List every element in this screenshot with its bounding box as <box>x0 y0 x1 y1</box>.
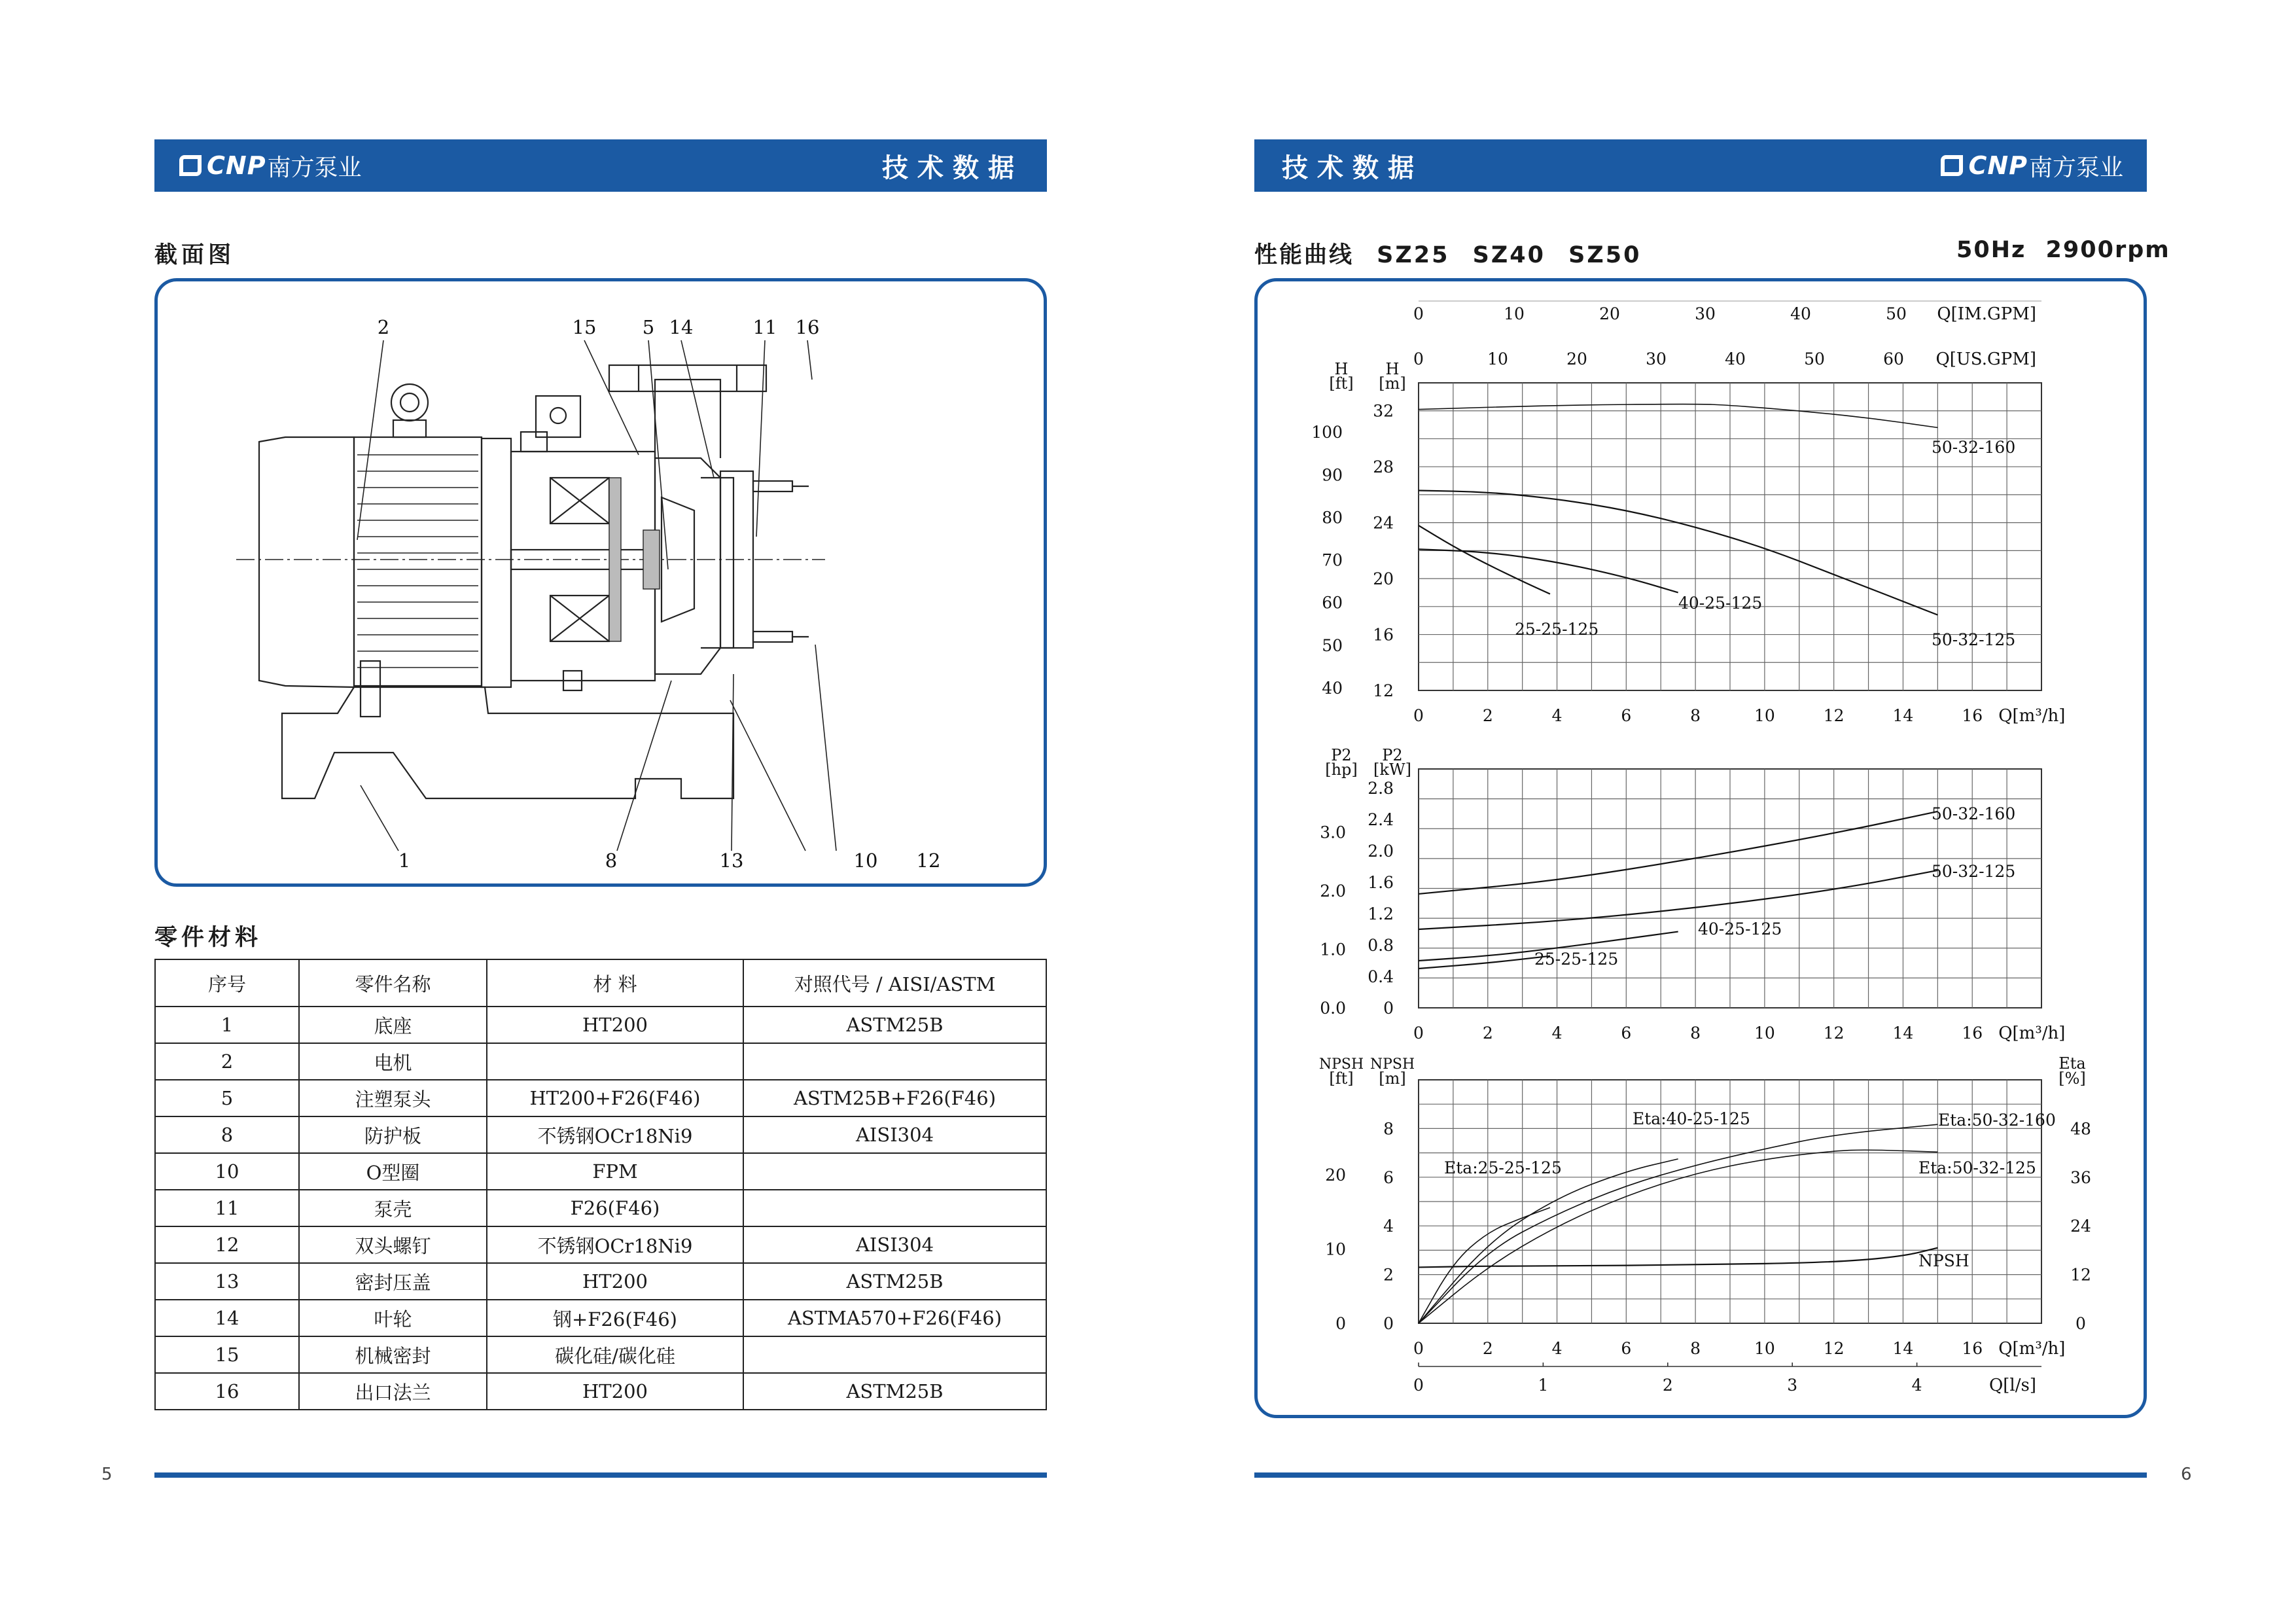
h-ft-tick: 60 <box>1322 593 1343 613</box>
h-curve-50-32-160 <box>1419 404 1937 428</box>
p2-kw-label: P2 <box>1382 746 1403 764</box>
ls-tick: 1 <box>1538 1376 1549 1395</box>
p2-curve-label: 50-32-125 <box>1932 862 2016 881</box>
brand-latin: CNP <box>207 151 266 180</box>
lifting-eye <box>391 384 428 421</box>
ls-tick: 2 <box>1662 1376 1673 1395</box>
cell: 防护板 <box>299 1116 487 1153</box>
q-tick: 6 <box>1621 706 1632 725</box>
cell: HT200 <box>487 1373 743 1410</box>
h-m-tick: 28 <box>1373 457 1394 477</box>
npsh-ft-tick: 10 <box>1325 1240 1346 1259</box>
p2-kw-tick: 0.8 <box>1368 935 1394 955</box>
left-footer-line <box>154 1472 1047 1478</box>
q-tick: 6 <box>1621 1024 1632 1043</box>
h-curve-40-25-125 <box>1419 549 1678 592</box>
p2-kw-tick: 0.4 <box>1368 967 1394 986</box>
eta-curve-label: Eta:50-32-125 <box>1918 1158 2036 1177</box>
ls-tick: 4 <box>1911 1376 1922 1395</box>
table-row <box>155 1153 1046 1190</box>
page-number-right: 6 <box>2181 1465 2192 1484</box>
eta-tick: 12 <box>2070 1265 2091 1285</box>
eta-tick: 0 <box>2075 1314 2086 1333</box>
p2-hp-tick: 1.0 <box>1320 940 1346 959</box>
p2-hp-tick: 3.0 <box>1320 823 1346 842</box>
motor-cooling-fins <box>357 455 478 668</box>
eta-tick: 48 <box>2070 1119 2091 1139</box>
npsh-curve-label: NPSH <box>1918 1251 1969 1270</box>
h-ft-tick: 70 <box>1322 550 1343 570</box>
us-gpm-axis-label: Q[US.GPM] <box>1935 349 2036 369</box>
p2-curve-label: 50-32-160 <box>1932 804 2016 823</box>
cell: 泵壳 <box>299 1190 487 1226</box>
table-row <box>155 1336 1046 1373</box>
cell: AISI304 <box>743 1226 1046 1263</box>
cnp-logo-mark-icon <box>1941 155 1963 176</box>
p2-curve-25-25-125 <box>1419 956 1550 969</box>
p2-hp-unit: [hp] <box>1325 760 1358 779</box>
npsh-m-tick: 4 <box>1383 1217 1394 1236</box>
h-curve-label: 50-32-160 <box>1932 438 2016 457</box>
cell: 双头螺钉 <box>299 1226 487 1263</box>
eta-curve-Eta:50-32-160 <box>1419 1124 1937 1323</box>
p2-curve-50-32-160 <box>1419 812 1937 894</box>
h-m-tick: 24 <box>1373 513 1394 533</box>
cell: 2 <box>155 1043 299 1080</box>
npsh-m-unit: [m] <box>1379 1069 1406 1088</box>
table-row <box>155 1226 1046 1263</box>
callout-13: 13 <box>719 849 744 872</box>
q-tick: 6 <box>1621 1339 1632 1358</box>
q-tick: 4 <box>1551 1024 1563 1043</box>
q-axis-label: Q[m³/h] <box>1998 706 2066 726</box>
cell: 13 <box>155 1263 299 1300</box>
callout-1: 1 <box>398 849 411 872</box>
brand-chinese: 南方泵业 <box>2028 154 2123 181</box>
q-axis-label: Q[m³/h] <box>1998 1024 2066 1043</box>
page-number-left: 5 <box>101 1465 113 1484</box>
callout-16: 16 <box>795 316 820 338</box>
p2-hp-tick: 0.0 <box>1320 999 1346 1018</box>
pump-casing <box>655 458 720 674</box>
performance-curves-frame <box>1254 278 2147 1418</box>
q-tick: 4 <box>1551 706 1563 725</box>
callout-12: 12 <box>916 849 941 872</box>
cell <box>743 1153 1046 1190</box>
npsh-m-tick: 0 <box>1383 1314 1394 1333</box>
right-footer-line <box>1254 1472 2147 1478</box>
parts-materials-table <box>154 959 1047 1410</box>
h-m-tick: 12 <box>1373 681 1394 700</box>
h-ft-tick: 80 <box>1322 508 1343 527</box>
cell: ASTMA570+F26(F46) <box>743 1300 1046 1336</box>
cell: 不锈钢OCr18Ni9 <box>487 1226 743 1263</box>
bearing-bracket <box>511 452 655 681</box>
q-tick: 8 <box>1690 706 1701 725</box>
p2-kw-tick: 2.8 <box>1368 778 1394 798</box>
cell: 11 <box>155 1190 299 1226</box>
ls-tick: 3 <box>1787 1376 1798 1395</box>
table-row <box>155 1043 1046 1080</box>
npsh-m-tick: 8 <box>1383 1119 1394 1139</box>
npsh-ft-tick: 20 <box>1325 1166 1346 1185</box>
callout-11: 11 <box>752 316 777 338</box>
cnp-logo <box>1941 149 2123 183</box>
q-tick: 8 <box>1690 1024 1701 1043</box>
cnp-logo <box>179 149 362 183</box>
q-tick: 10 <box>1754 706 1775 725</box>
h-m-unit: [m] <box>1379 374 1406 393</box>
us-gpm-tick: 60 <box>1883 349 1904 368</box>
cell <box>743 1336 1046 1373</box>
eta-tick: 36 <box>2070 1168 2091 1187</box>
h-ft-unit: [ft] <box>1329 374 1354 393</box>
callout-14: 14 <box>669 316 694 338</box>
cell: 1 <box>155 1007 299 1043</box>
h-ft-tick: 90 <box>1322 465 1343 485</box>
left-header-bar <box>154 139 1047 192</box>
q-tick: 8 <box>1690 1339 1701 1358</box>
im-gpm-tick: 30 <box>1695 304 1716 323</box>
table-row <box>155 1190 1046 1226</box>
brand-chinese: 南方泵业 <box>267 154 362 181</box>
cell: 注塑泵头 <box>299 1080 487 1116</box>
cell: ASTM25B <box>743 1007 1046 1043</box>
callout-8: 8 <box>605 849 618 872</box>
q-tick: 12 <box>1823 1339 1845 1358</box>
q-tick: 16 <box>1962 1339 1983 1358</box>
table-row <box>155 1263 1046 1300</box>
p2-curve-label: 25-25-125 <box>1534 950 1619 969</box>
h-ft-tick: 50 <box>1322 635 1343 655</box>
im-gpm-tick: 0 <box>1413 304 1424 323</box>
p2-curve-label: 40-25-125 <box>1698 919 1782 938</box>
h-ft-tick: 100 <box>1311 423 1343 442</box>
h-m-tick: 20 <box>1373 569 1394 589</box>
cell: 底座 <box>299 1007 487 1043</box>
h-curve-label: 50-32-125 <box>1932 630 2016 649</box>
im-gpm-tick: 40 <box>1790 304 1811 323</box>
table-row <box>155 1373 1046 1410</box>
speed-spec: 50Hz 2900rpm <box>1956 237 2170 263</box>
npsh-ft-label: NPSH <box>1318 1056 1364 1073</box>
callout-2: 2 <box>377 316 390 338</box>
header-title: 技术数据 <box>882 152 1023 183</box>
cell: 机械密封 <box>299 1336 487 1373</box>
us-gpm-tick: 30 <box>1646 349 1667 368</box>
q-tick: 2 <box>1482 1339 1493 1358</box>
cell: AISI304 <box>743 1116 1046 1153</box>
q-tick: 12 <box>1823 1024 1845 1043</box>
cell: 16 <box>155 1373 299 1410</box>
cell: HT200 <box>487 1263 743 1300</box>
q-tick: 2 <box>1482 706 1493 725</box>
col-material: 材 料 <box>487 959 743 1007</box>
p2-kw-tick: 1.2 <box>1368 904 1394 923</box>
cross-section-drawing <box>158 281 1044 883</box>
table-row <box>155 1080 1046 1116</box>
cell: 钢+F26(F46) <box>487 1300 743 1336</box>
eta-tick: 24 <box>2070 1217 2091 1236</box>
h-m-tick: 32 <box>1373 401 1394 421</box>
cell: 5 <box>155 1080 299 1116</box>
im-gpm-tick: 20 <box>1599 304 1620 323</box>
q-tick: 4 <box>1551 1339 1563 1358</box>
p2-kw-tick: 1.6 <box>1368 872 1394 892</box>
p2-hp-tick: 2.0 <box>1320 881 1346 901</box>
ls-axis-label: Q[l/s] <box>1988 1376 2036 1395</box>
h-ft-tick: 40 <box>1322 678 1343 698</box>
cell <box>743 1043 1046 1080</box>
table-header-row <box>155 959 1046 1007</box>
im-gpm-axis-label: Q[IM.GPM] <box>1937 304 2036 324</box>
npsh-m-tick: 2 <box>1383 1265 1394 1285</box>
p2-curve-50-32-125 <box>1419 870 1937 929</box>
q-tick: 2 <box>1482 1024 1493 1043</box>
callout-15: 15 <box>572 316 597 338</box>
q-tick: 16 <box>1962 1024 1983 1043</box>
motor-body <box>354 437 482 686</box>
h-curve-label: 25-25-125 <box>1515 620 1599 639</box>
table-row <box>155 1007 1046 1043</box>
cross-section-frame <box>154 278 1047 887</box>
cell <box>487 1043 743 1080</box>
h-curve-25-25-125 <box>1419 526 1550 594</box>
cell: 密封压盖 <box>299 1263 487 1300</box>
callout-10: 10 <box>853 849 878 872</box>
q-tick: 10 <box>1754 1339 1775 1358</box>
cell: 14 <box>155 1300 299 1336</box>
col-no: 序号 <box>155 959 299 1007</box>
npsh-m-label: NPSH <box>1369 1056 1415 1073</box>
eta-curve-label: Eta:25-25-125 <box>1444 1158 1562 1177</box>
cell: FPM <box>487 1153 743 1190</box>
cell: O型圈 <box>299 1153 487 1190</box>
right-header-bar <box>1254 139 2147 192</box>
us-gpm-tick: 50 <box>1804 349 1825 368</box>
cell: 15 <box>155 1336 299 1373</box>
motor-fan-cover <box>259 437 354 687</box>
cell: 12 <box>155 1226 299 1263</box>
q-axis-label: Q[m³/h] <box>1998 1339 2066 1359</box>
us-gpm-tick: 10 <box>1487 349 1508 368</box>
cell: 出口法兰 <box>299 1373 487 1410</box>
cell: HT200 <box>487 1007 743 1043</box>
cell: 叶轮 <box>299 1300 487 1336</box>
callout-5: 5 <box>642 316 655 338</box>
terminal-box <box>536 396 580 437</box>
performance-curves <box>1258 281 2144 1415</box>
eta-curve-label: Eta:50-32-160 <box>1938 1111 2056 1130</box>
header-title: 技术数据 <box>1282 152 1423 183</box>
eta-unit: [%] <box>2058 1069 2086 1088</box>
im-gpm-tick: 10 <box>1504 304 1525 323</box>
cell: F26(F46) <box>487 1190 743 1226</box>
us-gpm-tick: 0 <box>1413 349 1424 368</box>
us-gpm-tick: 40 <box>1725 349 1746 368</box>
npsh-ft-unit: [ft] <box>1329 1069 1354 1088</box>
cell: ASTM25B <box>743 1373 1046 1410</box>
cell <box>743 1190 1046 1226</box>
cell: HT200+F26(F46) <box>487 1080 743 1116</box>
cell: 10 <box>155 1153 299 1190</box>
eta-curve-label: Eta:40-25-125 <box>1633 1109 1750 1128</box>
section-title-cross-section: 截面图 <box>154 242 236 268</box>
us-gpm-tick: 20 <box>1566 349 1587 368</box>
brand-latin: CNP <box>1968 151 2028 180</box>
im-gpm-tick: 50 <box>1886 304 1907 323</box>
cell: 8 <box>155 1116 299 1153</box>
q-tick: 14 <box>1892 706 1914 725</box>
p2-kw-tick: 2.4 <box>1368 810 1394 829</box>
p2-hp-label: P2 <box>1331 746 1352 764</box>
q-tick: 16 <box>1962 706 1983 725</box>
q-tick: 0 <box>1413 706 1424 725</box>
h-curve-label: 40-25-125 <box>1678 594 1763 613</box>
h-m-tick: 16 <box>1373 625 1394 645</box>
table-row <box>155 1116 1046 1153</box>
col-part-name: 零件名称 <box>299 959 487 1007</box>
q-tick: 10 <box>1754 1024 1775 1043</box>
col-standard: 对照代号 / AISI/ASTM <box>743 959 1046 1007</box>
npsh-curve <box>1419 1248 1937 1268</box>
npsh-ft-tick: 0 <box>1335 1314 1346 1333</box>
eta-label: Eta <box>2058 1054 2086 1073</box>
p2-kw-unit: [kW] <box>1373 760 1411 779</box>
q-tick: 14 <box>1892 1339 1914 1358</box>
motor-flange <box>482 438 511 687</box>
p2-kw-tick: 0 <box>1383 999 1394 1018</box>
section-title-performance: 性能曲线 SZ25 SZ40 SZ50 <box>1254 242 1642 268</box>
cnp-logo-mark-icon <box>179 155 202 176</box>
base-plate <box>282 687 733 798</box>
q-tick: 0 <box>1413 1339 1424 1358</box>
h-ft-label: H <box>1334 360 1349 378</box>
q-tick: 12 <box>1823 706 1845 725</box>
ls-tick: 0 <box>1413 1376 1424 1395</box>
cell: 不锈钢OCr18Ni9 <box>487 1116 743 1153</box>
cell: 碳化硅/碳化硅 <box>487 1336 743 1373</box>
h-m-label: H <box>1385 360 1400 378</box>
q-tick: 0 <box>1413 1024 1424 1043</box>
p2-kw-tick: 2.0 <box>1368 841 1394 861</box>
table-row <box>155 1300 1046 1336</box>
npsh-m-tick: 6 <box>1383 1168 1394 1187</box>
cell: ASTM25B <box>743 1263 1046 1300</box>
cell: ASTM25B+F26(F46) <box>743 1080 1046 1116</box>
q-tick: 14 <box>1892 1024 1914 1043</box>
cell: 电机 <box>299 1043 487 1080</box>
section-title-materials: 零件材料 <box>154 925 262 951</box>
